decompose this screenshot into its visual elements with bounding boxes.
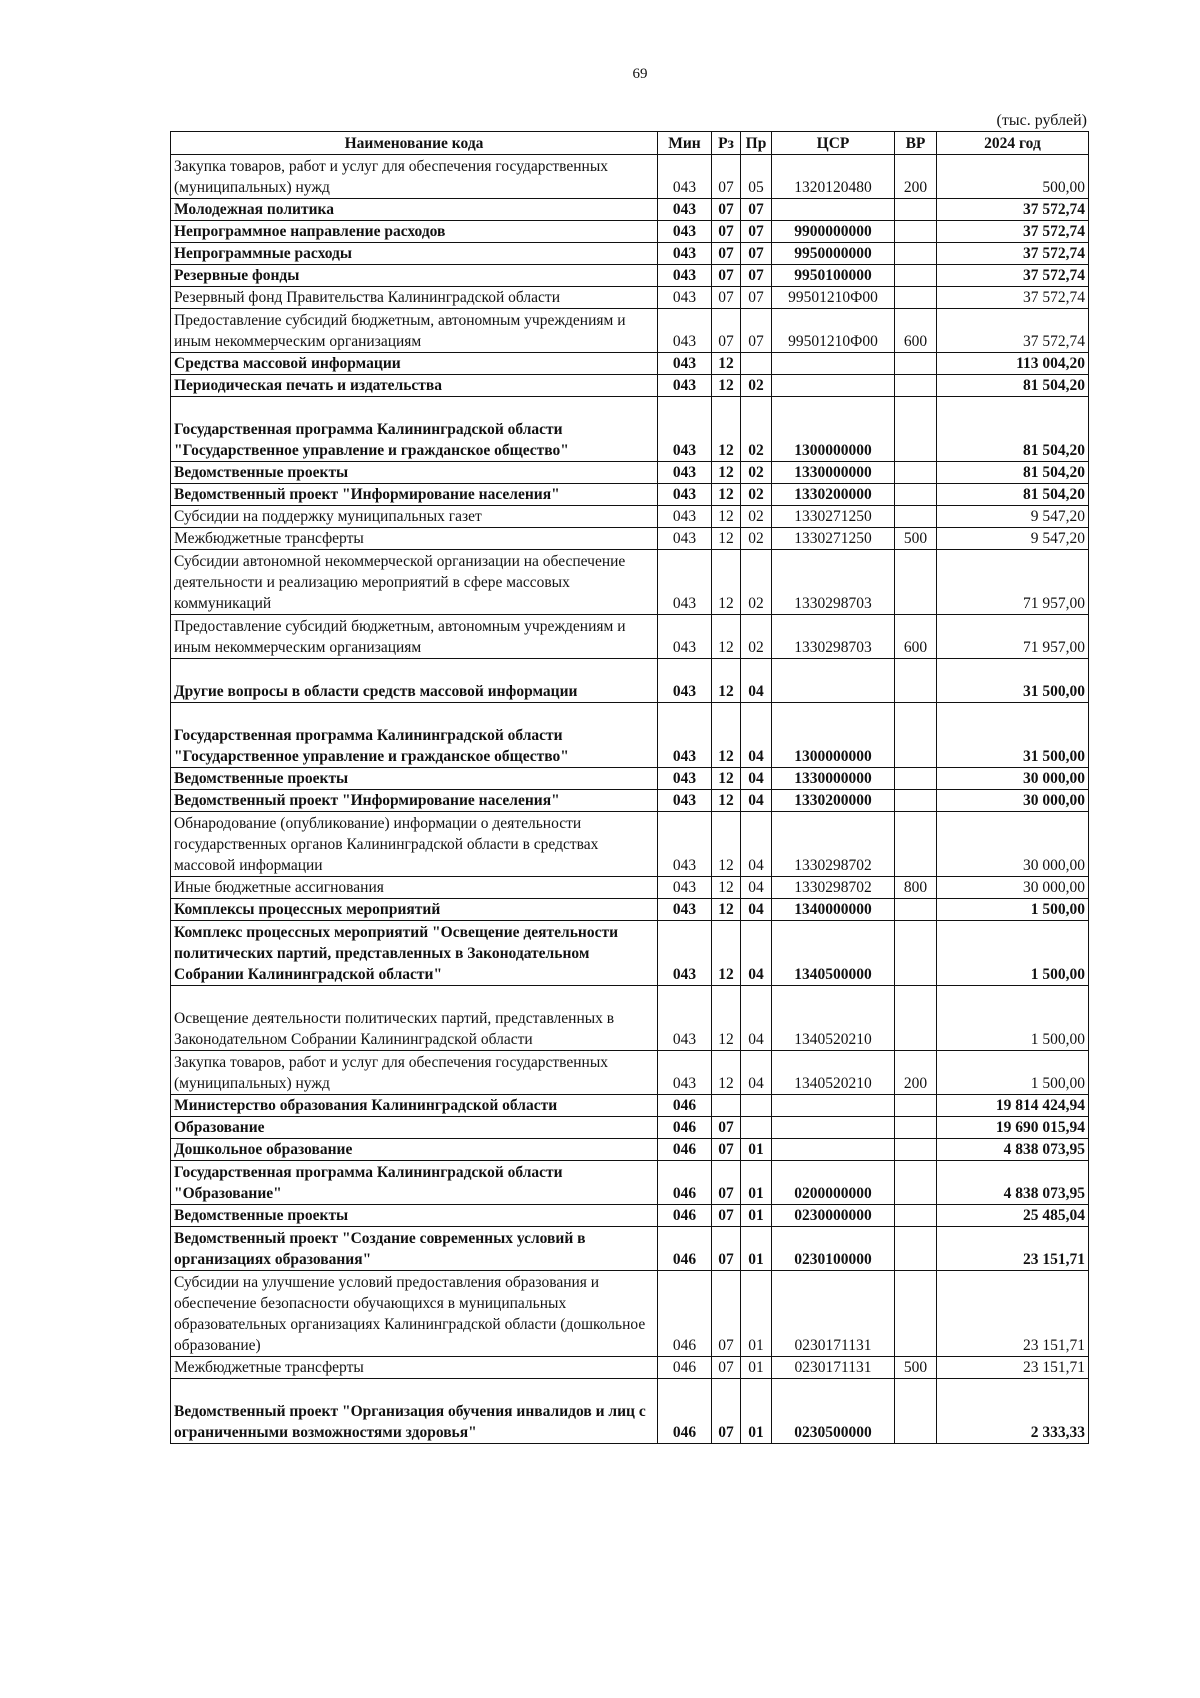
row-vr	[895, 1161, 937, 1205]
row-min: 043	[658, 550, 712, 615]
row-min: 046	[658, 1095, 712, 1117]
row-amount: 19 690 015,94	[937, 1117, 1089, 1139]
row-rz: 07	[712, 1271, 741, 1357]
row-vr	[895, 243, 937, 265]
row-rz: 07	[712, 221, 741, 243]
row-pr: 02	[741, 506, 772, 528]
row-csr	[772, 375, 895, 397]
row-min: 043	[658, 287, 712, 309]
row-csr	[772, 1139, 895, 1161]
row-vr	[895, 768, 937, 790]
row-vr	[895, 921, 937, 986]
row-min: 043	[658, 528, 712, 550]
row-pr: 02	[741, 550, 772, 615]
table-row	[171, 462, 1089, 484]
row-amount: 1 500,00	[937, 986, 1089, 1051]
row-pr: 07	[741, 243, 772, 265]
row-min: 043	[658, 703, 712, 768]
row-vr	[895, 1095, 937, 1117]
row-vr	[895, 1227, 937, 1271]
row-vr	[895, 790, 937, 812]
row-amount: 9 547,20	[937, 506, 1089, 528]
table-row	[171, 1357, 1089, 1379]
header-min: Мин	[658, 132, 712, 155]
row-name: Субсидии автономной некоммерческой организации на обеспечение деятельности и реализацию мероприятий в сфере массовых коммуникаций	[171, 550, 658, 615]
row-pr: 01	[741, 1161, 772, 1205]
row-rz: 12	[712, 877, 741, 899]
row-vr	[895, 484, 937, 506]
row-pr: 02	[741, 484, 772, 506]
table-row	[171, 528, 1089, 550]
row-rz: 12	[712, 484, 741, 506]
row-rz: 12	[712, 921, 741, 986]
row-csr: 9950100000	[772, 265, 895, 287]
row-min: 043	[658, 1051, 712, 1095]
row-name: Молодежная политика	[171, 199, 658, 221]
row-pr	[741, 1117, 772, 1139]
table-row	[171, 484, 1089, 506]
row-amount: 2 333,33	[937, 1379, 1089, 1444]
row-amount: 30 000,00	[937, 768, 1089, 790]
row-pr: 01	[741, 1139, 772, 1161]
row-pr: 01	[741, 1205, 772, 1227]
row-rz: 07	[712, 1139, 741, 1161]
row-vr	[895, 199, 937, 221]
row-csr	[772, 1117, 895, 1139]
row-amount: 30 000,00	[937, 812, 1089, 877]
row-min: 043	[658, 768, 712, 790]
row-pr: 07	[741, 309, 772, 353]
row-name: Предоставление субсидий бюджетным, автономным учреждениям и иным некоммерческим организациям	[171, 309, 658, 353]
row-amount: 113 004,20	[937, 353, 1089, 375]
row-vr	[895, 659, 937, 703]
row-vr	[895, 462, 937, 484]
row-vr	[895, 1117, 937, 1139]
row-rz	[712, 1095, 741, 1117]
row-csr: 1330298702	[772, 812, 895, 877]
table-row	[171, 899, 1089, 921]
row-name: Ведомственный проект "Создание современных условий в организациях образования"	[171, 1227, 658, 1271]
row-pr: 02	[741, 375, 772, 397]
table-row	[171, 1095, 1089, 1117]
row-vr	[895, 221, 937, 243]
row-amount: 30 000,00	[937, 877, 1089, 899]
header-rz: Рз	[712, 132, 741, 155]
table-row	[171, 1161, 1089, 1205]
row-amount: 81 504,20	[937, 484, 1089, 506]
row-csr: 1330298703	[772, 615, 895, 659]
row-name: Периодическая печать и издательства	[171, 375, 658, 397]
row-vr: 200	[895, 1051, 937, 1095]
table-row	[171, 659, 1089, 703]
row-csr	[772, 659, 895, 703]
row-rz: 07	[712, 1161, 741, 1205]
row-vr	[895, 1271, 937, 1357]
row-min: 043	[658, 265, 712, 287]
row-vr: 800	[895, 877, 937, 899]
header-amount: 2024 год	[937, 132, 1089, 155]
table-row	[171, 1205, 1089, 1227]
row-min: 046	[658, 1271, 712, 1357]
table-row	[171, 986, 1089, 1051]
row-rz: 12	[712, 462, 741, 484]
budget-table	[170, 131, 1089, 1444]
row-amount: 37 572,74	[937, 243, 1089, 265]
row-vr	[895, 899, 937, 921]
table-row	[171, 812, 1089, 877]
row-name: Государственная программа Калининградской области "Образование"	[171, 1161, 658, 1205]
table-row	[171, 921, 1089, 986]
row-pr: 04	[741, 921, 772, 986]
row-rz: 12	[712, 550, 741, 615]
table-body	[171, 155, 1089, 1444]
table-row	[171, 287, 1089, 309]
row-name: Ведомственный проект "Информирование населения"	[171, 790, 658, 812]
row-min: 043	[658, 921, 712, 986]
row-vr	[895, 1139, 937, 1161]
header-name: Наименование кода	[171, 132, 658, 155]
row-name: Освещение деятельности политических партий, представленных в Законодательном Собрании Калининградской области	[171, 986, 658, 1051]
row-amount: 23 151,71	[937, 1271, 1089, 1357]
row-amount: 71 957,00	[937, 615, 1089, 659]
row-min: 043	[658, 484, 712, 506]
row-pr: 04	[741, 703, 772, 768]
row-amount: 71 957,00	[937, 550, 1089, 615]
row-csr: 9950000000	[772, 243, 895, 265]
row-name: Комплексы процессных мероприятий	[171, 899, 658, 921]
row-min: 043	[658, 199, 712, 221]
table-row	[171, 768, 1089, 790]
row-amount: 37 572,74	[937, 265, 1089, 287]
row-pr: 04	[741, 812, 772, 877]
row-rz: 07	[712, 309, 741, 353]
row-csr: 1320120480	[772, 155, 895, 199]
row-min: 043	[658, 462, 712, 484]
row-csr: 0200000000	[772, 1161, 895, 1205]
row-name: Иные бюджетные ассигнования	[171, 877, 658, 899]
row-vr: 200	[895, 155, 937, 199]
row-rz: 12	[712, 353, 741, 375]
row-amount: 1 500,00	[937, 921, 1089, 986]
row-min: 043	[658, 877, 712, 899]
row-csr: 99501210Ф00	[772, 287, 895, 309]
row-rz: 12	[712, 506, 741, 528]
row-csr: 1330271250	[772, 506, 895, 528]
row-name: Субсидии на поддержку муниципальных газет	[171, 506, 658, 528]
row-rz: 12	[712, 790, 741, 812]
row-vr: 500	[895, 528, 937, 550]
row-rz: 12	[712, 899, 741, 921]
row-min: 043	[658, 221, 712, 243]
table-row	[171, 243, 1089, 265]
row-name: Ведомственные проекты	[171, 462, 658, 484]
row-pr: 01	[741, 1357, 772, 1379]
table-row	[171, 1139, 1089, 1161]
row-min: 043	[658, 375, 712, 397]
row-amount: 1 500,00	[937, 1051, 1089, 1095]
row-min: 046	[658, 1117, 712, 1139]
row-rz: 12	[712, 375, 741, 397]
table-row	[171, 550, 1089, 615]
row-min: 043	[658, 397, 712, 462]
row-pr	[741, 353, 772, 375]
row-rz: 07	[712, 199, 741, 221]
row-pr: 04	[741, 986, 772, 1051]
row-min: 043	[658, 659, 712, 703]
row-min: 043	[658, 309, 712, 353]
row-name: Непрограммное направление расходов	[171, 221, 658, 243]
row-rz: 12	[712, 812, 741, 877]
row-csr: 0230500000	[772, 1379, 895, 1444]
table-row	[171, 1117, 1089, 1139]
row-vr	[895, 506, 937, 528]
row-amount: 23 151,71	[937, 1357, 1089, 1379]
row-pr: 01	[741, 1227, 772, 1271]
row-amount: 37 572,74	[937, 199, 1089, 221]
row-amount: 500,00	[937, 155, 1089, 199]
row-csr: 1330000000	[772, 768, 895, 790]
row-csr: 1330298703	[772, 550, 895, 615]
header-pr: Пр	[741, 132, 772, 155]
row-amount: 4 838 073,95	[937, 1139, 1089, 1161]
row-csr: 1330200000	[772, 790, 895, 812]
row-name: Закупка товаров, работ и услуг для обеспечения государственных (муниципальных) нужд	[171, 1051, 658, 1095]
row-name: Ведомственный проект "Информирование населения"	[171, 484, 658, 506]
row-rz: 07	[712, 1117, 741, 1139]
row-vr	[895, 397, 937, 462]
row-amount: 37 572,74	[937, 309, 1089, 353]
row-vr	[895, 1205, 937, 1227]
page-number: 69	[632, 66, 648, 82]
row-csr: 1330200000	[772, 484, 895, 506]
row-min: 043	[658, 986, 712, 1051]
row-rz: 07	[712, 155, 741, 199]
row-name: Ведомственный проект "Организация обучения инвалидов и лиц с ограниченными возможностями здоровья"	[171, 1379, 658, 1444]
row-min: 043	[658, 506, 712, 528]
row-vr	[895, 375, 937, 397]
row-csr: 1340520210	[772, 986, 895, 1051]
header-csr: ЦСР	[772, 132, 895, 155]
row-name: Межбюджетные трансферты	[171, 1357, 658, 1379]
table-row	[171, 397, 1089, 462]
row-pr: 02	[741, 462, 772, 484]
row-pr: 02	[741, 397, 772, 462]
row-name: Непрограммные расходы	[171, 243, 658, 265]
table-header-row	[171, 132, 1089, 155]
row-vr	[895, 812, 937, 877]
row-name: Комплекс процессных мероприятий "Освещение деятельности политических партий, представленных в Законодательном Собрании Калининградской области"	[171, 921, 658, 986]
row-pr: 07	[741, 287, 772, 309]
row-csr: 99501210Ф00	[772, 309, 895, 353]
row-rz: 12	[712, 986, 741, 1051]
row-name: Средства массовой информации	[171, 353, 658, 375]
row-min: 046	[658, 1205, 712, 1227]
table-row	[171, 1379, 1089, 1444]
row-rz: 07	[712, 1357, 741, 1379]
row-rz: 07	[712, 265, 741, 287]
row-csr: 1330271250	[772, 528, 895, 550]
row-amount: 23 151,71	[937, 1227, 1089, 1271]
row-pr: 07	[741, 199, 772, 221]
row-rz: 12	[712, 768, 741, 790]
row-pr: 04	[741, 1051, 772, 1095]
row-name: Субсидии на улучшение условий предоставления образования и обеспечение безопасности обучающихся в муниципальных образовательных организациях Калининградской области (дошкольное образование)	[171, 1271, 658, 1357]
row-csr: 0230171131	[772, 1357, 895, 1379]
table-row	[171, 703, 1089, 768]
row-amount: 19 814 424,94	[937, 1095, 1089, 1117]
table-row	[171, 1271, 1089, 1357]
row-rz: 12	[712, 1051, 741, 1095]
row-min: 046	[658, 1379, 712, 1444]
row-vr	[895, 550, 937, 615]
row-pr: 04	[741, 659, 772, 703]
row-csr: 0230100000	[772, 1227, 895, 1271]
row-amount: 81 504,20	[937, 375, 1089, 397]
table-row	[171, 615, 1089, 659]
table-row	[171, 265, 1089, 287]
table-row	[171, 1227, 1089, 1271]
row-pr: 02	[741, 615, 772, 659]
row-name: Ведомственные проекты	[171, 768, 658, 790]
row-amount: 81 504,20	[937, 397, 1089, 462]
row-rz: 07	[712, 287, 741, 309]
row-pr: 07	[741, 221, 772, 243]
row-name: Резервные фонды	[171, 265, 658, 287]
row-amount: 37 572,74	[937, 287, 1089, 309]
row-pr: 04	[741, 899, 772, 921]
row-pr: 01	[741, 1271, 772, 1357]
table-row	[171, 221, 1089, 243]
row-csr: 0230171131	[772, 1271, 895, 1357]
row-name: Предоставление субсидий бюджетным, автономным учреждениям и иным некоммерческим организациям	[171, 615, 658, 659]
row-vr: 500	[895, 1357, 937, 1379]
row-vr: 600	[895, 615, 937, 659]
row-name: Обнародование (опубликование) информации о деятельности государственных органов Калининградской области в средствах массовой информации	[171, 812, 658, 877]
row-pr: 07	[741, 265, 772, 287]
row-name: Дошкольное образование	[171, 1139, 658, 1161]
row-min: 046	[658, 1139, 712, 1161]
row-rz: 12	[712, 659, 741, 703]
row-csr: 1330298702	[772, 877, 895, 899]
row-amount: 81 504,20	[937, 462, 1089, 484]
row-amount: 4 838 073,95	[937, 1161, 1089, 1205]
row-csr: 9900000000	[772, 221, 895, 243]
row-name: Государственная программа Калининградской области "Государственное управление и гражданское общество"	[171, 703, 658, 768]
row-csr	[772, 353, 895, 375]
row-pr: 04	[741, 768, 772, 790]
row-name: Ведомственные проекты	[171, 1205, 658, 1227]
row-name: Закупка товаров, работ и услуг для обеспечения государственных (муниципальных) нужд	[171, 155, 658, 199]
row-name: Образование	[171, 1117, 658, 1139]
row-csr: 1340520210	[772, 1051, 895, 1095]
table-row	[171, 155, 1089, 199]
table-row	[171, 877, 1089, 899]
row-rz: 07	[712, 1379, 741, 1444]
row-min: 046	[658, 1227, 712, 1271]
row-csr: 1300000000	[772, 703, 895, 768]
row-name: Межбюджетные трансферты	[171, 528, 658, 550]
row-vr	[895, 703, 937, 768]
row-name: Резервный фонд Правительства Калининградской области	[171, 287, 658, 309]
row-rz: 12	[712, 528, 741, 550]
row-vr	[895, 287, 937, 309]
row-amount: 25 485,04	[937, 1205, 1089, 1227]
row-pr	[741, 1095, 772, 1117]
row-name: Другие вопросы в области средств массовой информации	[171, 659, 658, 703]
row-rz: 07	[712, 1205, 741, 1227]
row-amount: 31 500,00	[937, 659, 1089, 703]
table-row	[171, 309, 1089, 353]
row-amount: 30 000,00	[937, 790, 1089, 812]
row-pr: 02	[741, 528, 772, 550]
row-csr	[772, 1095, 895, 1117]
row-vr	[895, 986, 937, 1051]
row-min: 043	[658, 243, 712, 265]
row-csr: 0230000000	[772, 1205, 895, 1227]
row-csr: 1300000000	[772, 397, 895, 462]
table-row	[171, 353, 1089, 375]
row-pr: 05	[741, 155, 772, 199]
header-vr: ВР	[895, 132, 937, 155]
row-pr: 01	[741, 1379, 772, 1444]
row-pr: 04	[741, 790, 772, 812]
units-label: (тыс. рублей)	[996, 112, 1087, 129]
table-row	[171, 199, 1089, 221]
row-rz: 07	[712, 1227, 741, 1271]
row-min: 043	[658, 615, 712, 659]
row-amount: 9 547,20	[937, 528, 1089, 550]
row-amount: 37 572,74	[937, 221, 1089, 243]
row-min: 043	[658, 790, 712, 812]
row-min: 046	[658, 1161, 712, 1205]
row-vr	[895, 1379, 937, 1444]
table-row	[171, 1051, 1089, 1095]
row-rz: 12	[712, 397, 741, 462]
row-name: Государственная программа Калининградской области "Государственное управление и гражданское общество"	[171, 397, 658, 462]
row-min: 046	[658, 1357, 712, 1379]
row-amount: 31 500,00	[937, 703, 1089, 768]
row-vr	[895, 353, 937, 375]
row-csr: 1330000000	[772, 462, 895, 484]
row-min: 043	[658, 353, 712, 375]
row-csr	[772, 199, 895, 221]
row-csr: 1340500000	[772, 921, 895, 986]
row-min: 043	[658, 899, 712, 921]
row-min: 043	[658, 812, 712, 877]
row-rz: 07	[712, 243, 741, 265]
row-min: 043	[658, 155, 712, 199]
row-pr: 04	[741, 877, 772, 899]
row-rz: 12	[712, 615, 741, 659]
row-amount: 1 500,00	[937, 899, 1089, 921]
table-row	[171, 375, 1089, 397]
row-vr: 600	[895, 309, 937, 353]
row-name: Министерство образования Калининградской области	[171, 1095, 658, 1117]
row-rz: 12	[712, 703, 741, 768]
row-vr	[895, 265, 937, 287]
table-row	[171, 506, 1089, 528]
row-csr: 1340000000	[772, 899, 895, 921]
table-row	[171, 790, 1089, 812]
